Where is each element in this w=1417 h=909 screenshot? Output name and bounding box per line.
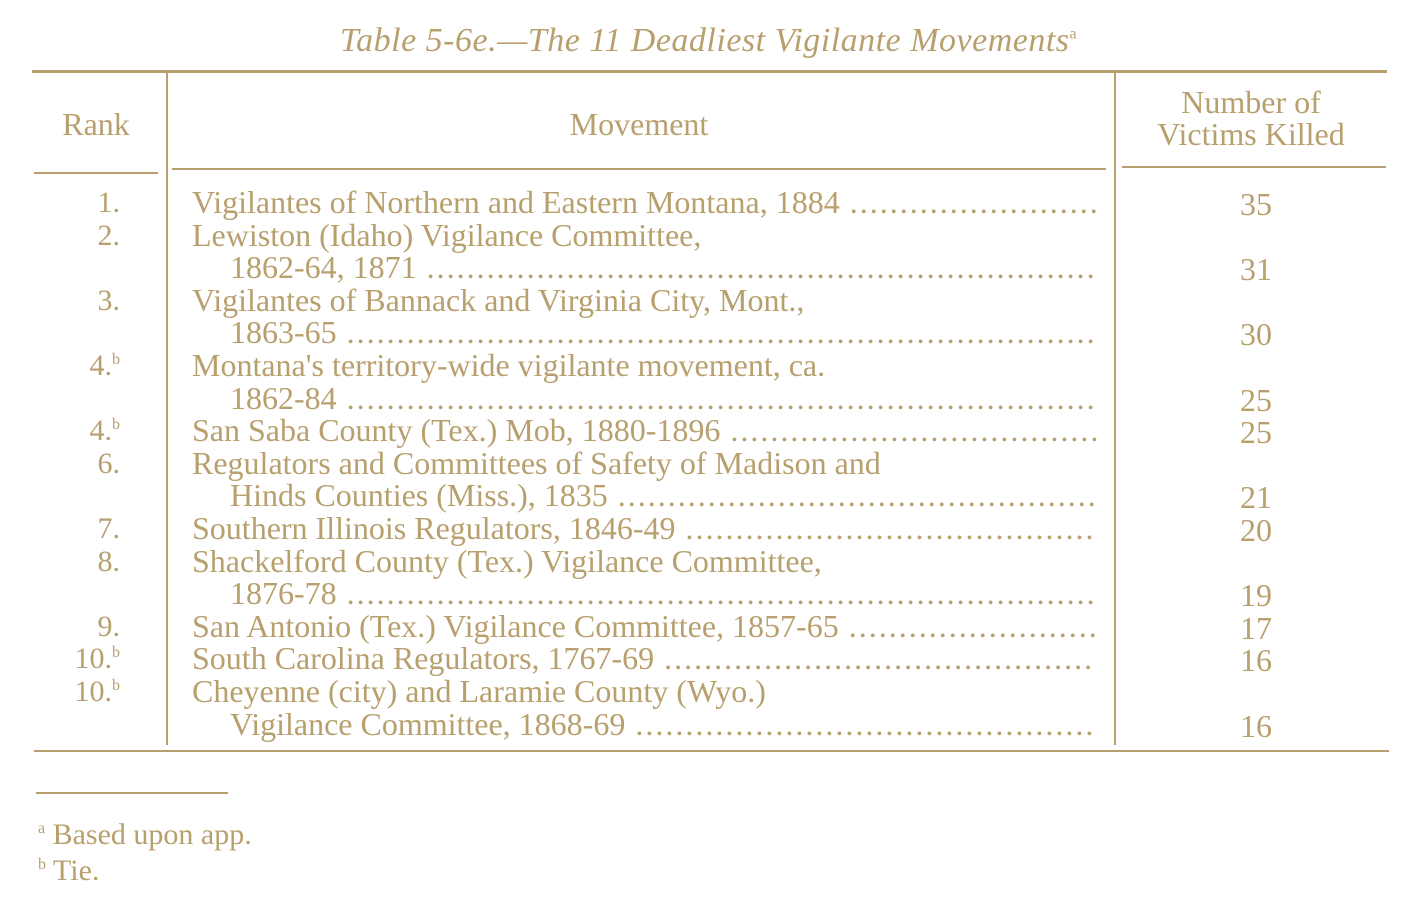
bottom-rule — [34, 750, 1389, 752]
rank-value: 10. — [74, 675, 112, 708]
table-title — [0, 22, 1417, 60]
dot-leader: ................................................................... — [416, 249, 1097, 286]
movement-name: Lewiston (Idaho) Vigilance Committee, — [192, 216, 702, 253]
movement-dates: 1863-65 — [230, 314, 337, 351]
dot-leader: ........................................................................... — [336, 314, 1097, 351]
movement-name: Montana's territory-wide vigilante movement, ca. — [192, 347, 826, 383]
table-title-text: Table 5-6e.—The 11 Deadliest Vigilante Movements — [339, 22, 1070, 59]
movement-cell-continuation — [230, 314, 1097, 351]
rank-value: 10. — [74, 642, 112, 676]
movement-name: Cheyenne (city) and Laramie County (Wyo.) — [192, 673, 766, 709]
movement-name: San Antonio (Tex.) Vigilance Committee, 1857-65 — [192, 607, 839, 644]
victims-cell: 25 — [1240, 414, 1272, 451]
tie-footnote-mark: b — [112, 677, 120, 694]
tie-footnote-mark: b — [112, 416, 120, 434]
victims-cell: 25 — [1240, 381, 1272, 418]
rank-cell — [0, 349, 120, 383]
dot-leader: ................................................ — [607, 477, 1098, 514]
victims-cell: 35 — [1240, 186, 1272, 222]
victims-header-rule — [1122, 166, 1386, 168]
rank-cell — [0, 414, 120, 448]
rank-cell — [0, 610, 120, 644]
movement-name: San Saba County (Tex.) Mob, 1880-1896 — [192, 412, 721, 449]
footnote-a — [38, 818, 252, 852]
table-title-footnote-mark: a — [1069, 25, 1078, 43]
movement-cell — [192, 512, 1096, 544]
rank-value: 3. — [97, 283, 120, 317]
dot-leader: .............................................. — [625, 705, 1096, 742]
victims-cell: 30 — [1240, 316, 1272, 353]
tie-footnote-mark: b — [112, 644, 120, 662]
movement-cell — [192, 281, 805, 318]
footnote-b — [38, 854, 99, 888]
rank-value: 7. — [97, 512, 120, 545]
rank-cell — [0, 642, 120, 676]
movement-cell — [192, 640, 1095, 677]
rank-cell — [0, 186, 120, 220]
movement-cell — [192, 349, 825, 381]
victims-cell: 21 — [1240, 479, 1272, 516]
dot-leader: ......................... — [839, 184, 1100, 220]
top-rule — [32, 70, 1387, 73]
dot-leader: ........................................... — [654, 640, 1095, 677]
movement-dates: 1862-84 — [230, 379, 337, 416]
header-victims-line1: Number of — [1181, 84, 1321, 120]
footnote-a-text: Based upon app. — [52, 818, 252, 851]
movement-cell — [192, 542, 822, 579]
dot-leader: ........................................................................... — [336, 575, 1097, 612]
movement-cell-continuation — [230, 249, 1097, 286]
rank-column-divider — [166, 73, 168, 745]
rank-cell — [0, 675, 120, 709]
movement-name: Vigilantes of Bannack and Virginia City, Mont., — [192, 281, 805, 318]
movement-cell — [192, 186, 1100, 218]
footnote-b-text: Tie. — [52, 854, 100, 887]
dot-leader: ..................................... — [720, 412, 1101, 449]
movement-name: Shackelford County (Tex.) Vigilance Committee, — [192, 542, 822, 579]
rank-cell — [0, 219, 120, 253]
movement-cell — [192, 607, 1099, 644]
victims-cell: 31 — [1240, 251, 1272, 288]
movement-dates: Hinds Counties (Miss.), 1835 — [230, 477, 608, 514]
footnote-b-mark: b — [38, 856, 46, 873]
rank-header-rule — [34, 172, 158, 174]
rank-value: 2. — [97, 218, 120, 252]
header-victims-line2: Victims Killed — [1157, 116, 1345, 152]
movement-cell — [192, 675, 766, 707]
rank-value: 4. — [89, 349, 112, 382]
rank-value: 6. — [97, 446, 120, 480]
rank-cell — [0, 512, 120, 546]
dot-leader: ......................... — [838, 607, 1099, 644]
header-movement: Movement — [569, 106, 709, 142]
victims-cell: 16 — [1240, 707, 1272, 744]
victims-cell: 19 — [1240, 577, 1272, 614]
rank-cell — [0, 284, 120, 318]
rank-value: 8. — [97, 544, 120, 578]
victims-column-divider — [1114, 73, 1116, 745]
movement-cell-continuation — [230, 705, 1096, 742]
dot-leader: ........................................................................... — [336, 379, 1097, 416]
tie-footnote-mark: b — [112, 351, 120, 368]
movement-dates: 1862-64, 1871 — [230, 249, 417, 286]
movement-name: South Carolina Regulators, 1767-69 — [192, 640, 655, 677]
footnote-rule — [36, 792, 228, 794]
movement-dates: Vigilance Committee, 1868-69 — [230, 705, 626, 742]
movement-name: Regulators and Committees of Safety of Madison and — [192, 444, 881, 481]
movement-cell-continuation — [230, 379, 1097, 416]
rank-cell — [0, 447, 120, 481]
movement-name: Vigilantes of Northern and Eastern Montana, 1884 — [192, 184, 840, 220]
movement-dates: 1876-78 — [230, 575, 337, 612]
victims-cell: 17 — [1240, 609, 1272, 646]
movement-cell-continuation — [230, 477, 1098, 514]
movement-header-rule — [172, 168, 1106, 170]
dot-leader: ......................................... — [675, 510, 1096, 546]
movement-name: Southern Illinois Regulators, 1846-49 — [192, 510, 676, 546]
rank-value: 1. — [97, 186, 120, 219]
rank-cell — [0, 545, 120, 579]
victims-cell: 16 — [1240, 642, 1272, 679]
header-rank: Rank — [62, 106, 130, 142]
footnote-a-mark: a — [38, 820, 46, 837]
movement-cell — [192, 444, 881, 481]
rank-value: 9. — [97, 609, 120, 643]
movement-cell-continuation — [230, 575, 1097, 612]
movement-cell — [192, 412, 1101, 449]
movement-cell — [192, 216, 702, 253]
rank-value: 4. — [89, 414, 112, 448]
victims-cell: 20 — [1240, 512, 1272, 548]
